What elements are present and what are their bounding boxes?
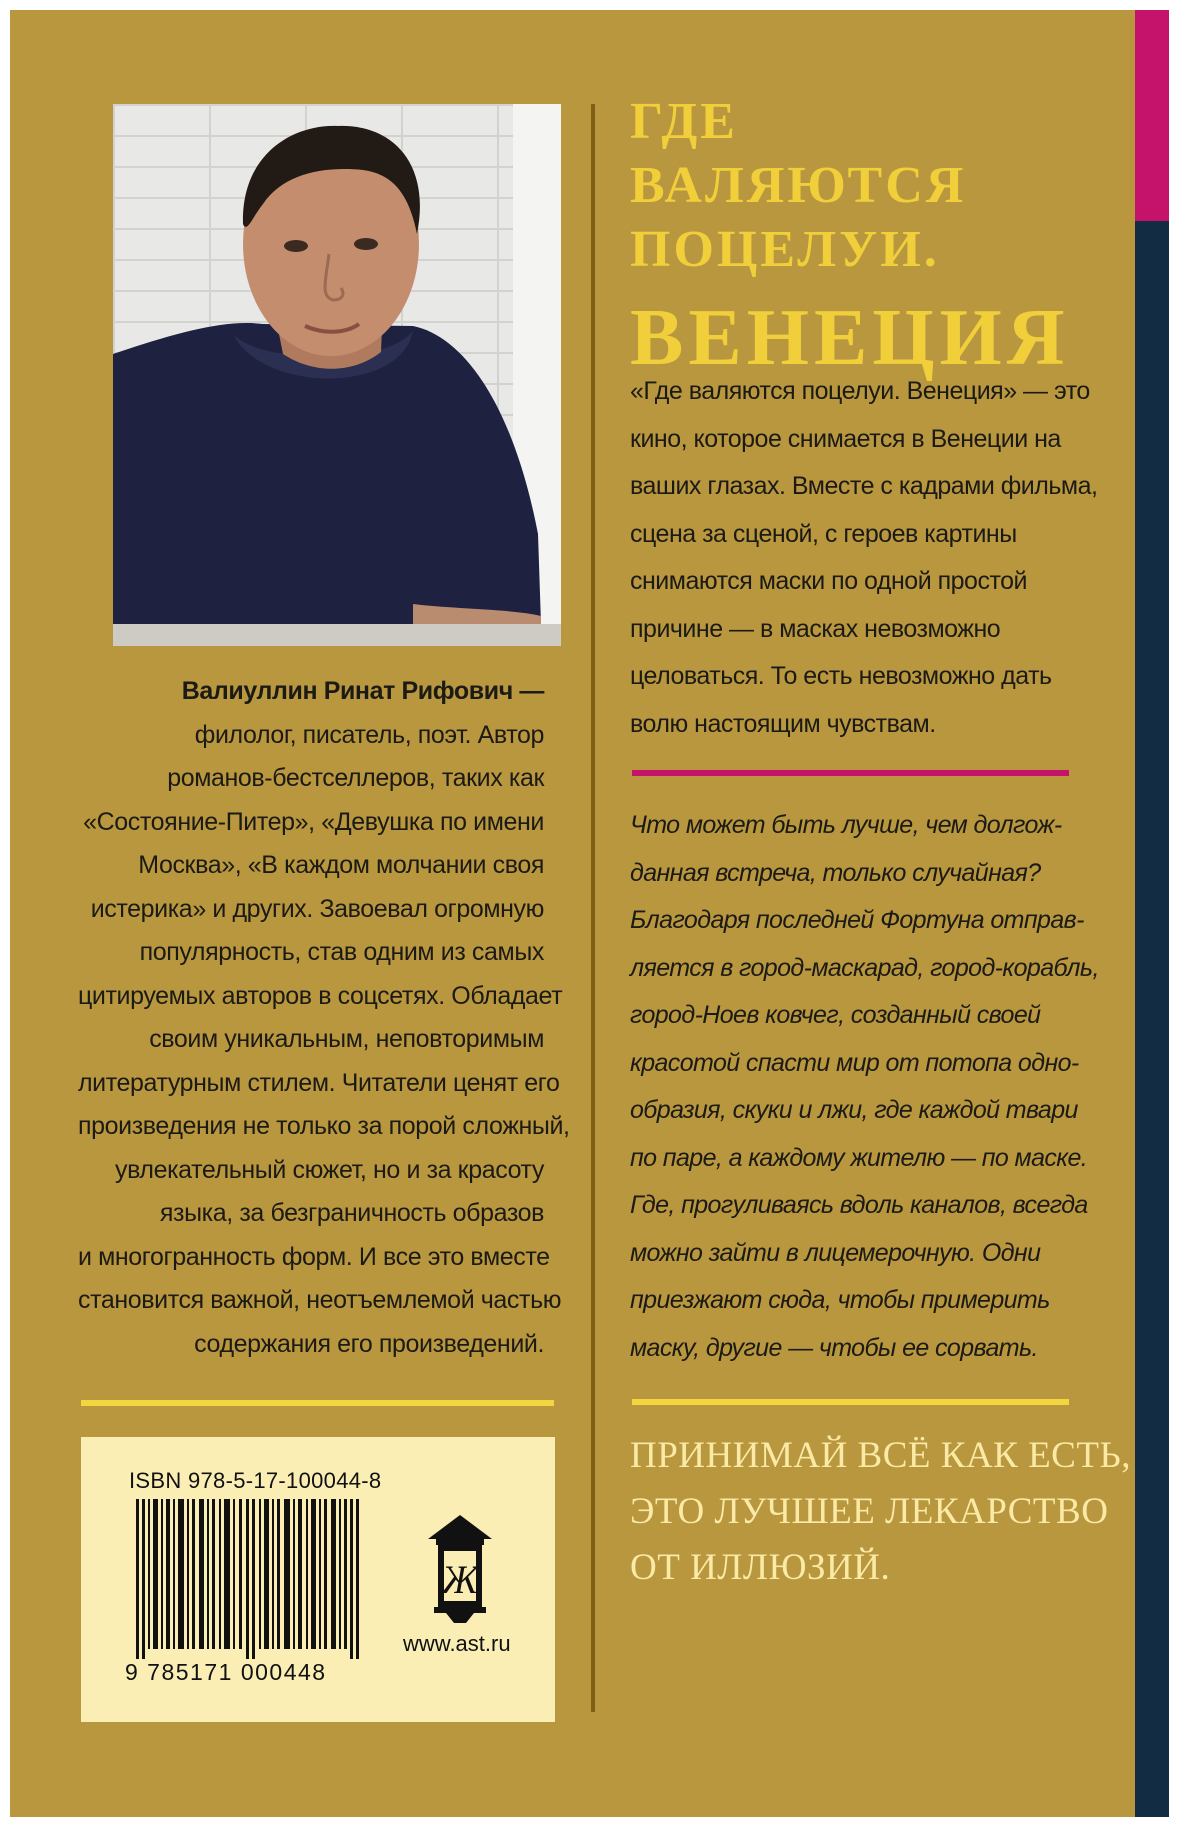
bio-line: языка, за безграничность образов xyxy=(159,1199,544,1227)
blurb-line: ваших глазах. Вместе с кадрами фильма, xyxy=(630,472,1098,500)
excerpt-line: красотой спасти мир от потопа одно- xyxy=(630,1048,1079,1077)
bio-line: увлекательный сюжет, но и за красоту xyxy=(114,1155,544,1184)
blurb-line: целоваться. То есть невозможно дать xyxy=(630,662,1052,690)
bio-line: популярность, став одним из самых xyxy=(139,938,544,966)
excerpt-line: можно зайти в лицемерочную. Одни xyxy=(630,1238,1041,1267)
quote-line: ПРИНИМАЙ ВСЁ КАК ЕСТЬ, xyxy=(630,1435,1131,1476)
blurb-line: сцена за сценой, с героев картины xyxy=(630,519,1017,548)
bio-line: филолог, писатель, поэт. Автор xyxy=(194,720,544,749)
excerpt-line: приезжают сюда, чтобы примерить xyxy=(630,1286,1050,1314)
svg-text:Ж: Ж xyxy=(441,1557,479,1602)
author-name: Валиуллин Ринат Рифович — xyxy=(181,677,544,705)
excerpt-line: Благодаря последней Фортуна отправ- xyxy=(630,906,1084,934)
spine-edge-navy xyxy=(1135,221,1169,1817)
bio-line: произведения не только за порой сложный, xyxy=(78,1112,570,1140)
excerpt-line: город-Ноев ковчег, созданный своей xyxy=(630,1001,1041,1029)
bio-line: своим уникальным, неповторимым xyxy=(149,1025,544,1053)
quote-line: ОТ ИЛЛЮЗИЙ. xyxy=(630,1547,891,1588)
excerpt-line: Что может быть лучше, чем долгож- xyxy=(630,811,1062,839)
blurb-line: волю настоящим чувствам. xyxy=(630,709,936,738)
book-quote xyxy=(630,1428,1131,1596)
book-title xyxy=(630,90,1070,386)
quote-line: ЭТО ЛУЧШЕЕ ЛЕКАРСТВО xyxy=(630,1491,1109,1532)
lantern-logo-icon xyxy=(426,1513,494,1625)
bio-line: «Состояние-Питер», «Девушка по имени xyxy=(83,807,544,836)
bio-line: Москва», «В каждом молчании своя xyxy=(138,851,544,879)
excerpt-line: по паре, а каждому жителю — по маске. xyxy=(630,1143,1088,1172)
gold-rule-left xyxy=(81,1400,554,1406)
spine-edge-pink xyxy=(1135,10,1169,221)
gold-rule-right xyxy=(632,1399,1069,1405)
publisher-website: www.ast.ru xyxy=(403,1631,511,1656)
column-divider xyxy=(591,104,595,1712)
isbn-label: ISBN 978-5-17-100044-8 xyxy=(129,1468,382,1493)
excerpt-line: ляется в город-маскарад, город-корабль, xyxy=(630,953,1099,982)
book-blurb xyxy=(630,368,1098,748)
blurb-line: кино, которое снимается в Венеции на xyxy=(630,424,1061,453)
bio-line: становится важной, неотъемлемой частью xyxy=(78,1286,562,1314)
bio-line: цитируемых авторов в соцсетях. Обладает xyxy=(78,981,563,1010)
title-line: ПОЦЕЛУИ. xyxy=(630,221,940,278)
blurb-line: снимаются маски по одной простой xyxy=(630,567,1027,595)
excerpt-line: Где, прогуливаясь вдоль каналов, всегда xyxy=(630,1191,1088,1219)
author-portrait-illustration xyxy=(113,104,561,646)
pink-rule xyxy=(632,770,1069,776)
book-excerpt xyxy=(630,802,1099,1372)
bio-line: и многогранность форм. И все это вместе xyxy=(78,1242,550,1271)
excerpt-line: данная встреча, только случайная? xyxy=(630,858,1041,887)
bio-line: содержания его произведений. xyxy=(194,1329,544,1358)
bio-line: литературным стилем. Читатели ценят его xyxy=(78,1068,560,1097)
barcode-digits: 9 785171 000448 xyxy=(125,1659,327,1685)
author-bio xyxy=(78,670,570,1366)
excerpt-line: образия, скуки и лжи, где каждой твари xyxy=(630,1096,1078,1124)
title-line-large: ВЕНЕЦИЯ xyxy=(630,294,1070,382)
blurb-line: причине — в масках невозможно xyxy=(630,614,1001,643)
barcode xyxy=(136,1499,366,1659)
blurb-line: «Где валяются поцелуи. Венеция» — это xyxy=(630,377,1090,405)
author-photo xyxy=(113,104,561,646)
bio-line: истерика» и других. Завоевал огромную xyxy=(90,894,544,923)
isbn-block xyxy=(81,1437,555,1722)
title-line: ГДЕ ВАЛЯЮТСЯ xyxy=(630,93,967,214)
excerpt-line: маску, другие — чтобы ее сорвать. xyxy=(630,1333,1038,1362)
bio-line: романов-бестселлеров, таких как xyxy=(167,764,544,792)
